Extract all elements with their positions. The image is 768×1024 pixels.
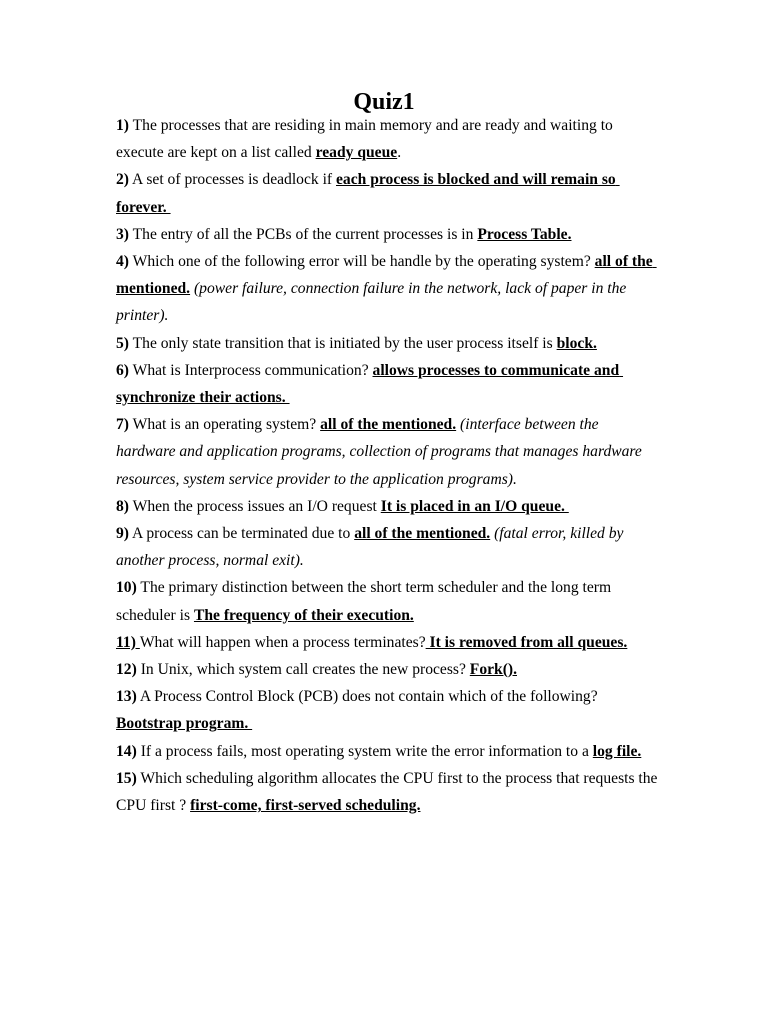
question-number: 9) bbox=[116, 525, 129, 543]
answer-note: (fatal error, killed by another process, normal exit). bbox=[116, 525, 624, 570]
question-text: The processes that are residing in main memory and are ready and waiting to execute are kept on a list called bbox=[116, 117, 613, 162]
question-3 bbox=[116, 221, 661, 248]
question-number: 1) bbox=[116, 117, 129, 134]
answer-text: Fork(). bbox=[469, 661, 517, 679]
question-15 bbox=[116, 765, 661, 819]
answer-text: each process is blocked and will remain so forever. bbox=[116, 171, 620, 216]
question-text: The only state transition that is initiated by the user process itself is bbox=[129, 334, 557, 352]
question-text: A set of processes is deadlock if bbox=[129, 171, 337, 189]
answer-text: all of the mentioned. bbox=[116, 253, 657, 298]
question-1 bbox=[116, 112, 661, 166]
question-text: In Unix, which system call creates the new process? bbox=[136, 661, 470, 679]
question-9 bbox=[116, 520, 661, 574]
question-number: 6) bbox=[116, 361, 129, 379]
answer-text: allows processes to communicate and synchronize their actions. bbox=[116, 361, 624, 407]
question-text: Which scheduling algorithm allocates the CPU first to the process that requests the CPU first ? bbox=[116, 769, 658, 815]
answer-note: (power failure, connection failure in the network, lack of paper in the printer). bbox=[116, 280, 627, 325]
question-text: What is Interprocess communication? bbox=[129, 361, 373, 379]
answer-text: Bootstrap program. bbox=[116, 715, 253, 733]
question-13 bbox=[116, 683, 661, 737]
question-text: The entry of all the PCBs of the current processes is in bbox=[129, 225, 478, 243]
question-number: 3) bbox=[116, 225, 129, 243]
question-number: 13) bbox=[116, 688, 137, 706]
answer-text: Process Table. bbox=[477, 225, 572, 243]
question-number: 4) bbox=[116, 253, 129, 271]
question-2 bbox=[116, 166, 661, 220]
answer-text: It is removed from all queues. bbox=[425, 633, 628, 651]
answer-text: The frequency of their execution. bbox=[193, 606, 414, 624]
answer-text: all of the mentioned. bbox=[320, 416, 457, 434]
answer-text: block. bbox=[556, 334, 597, 352]
question-text: What is an operating system? bbox=[129, 416, 321, 434]
question-number: 8) bbox=[116, 497, 129, 515]
question-7 bbox=[116, 411, 661, 493]
question-number: 12) bbox=[116, 661, 137, 679]
question-text: When the process issues an I/O request bbox=[129, 497, 381, 515]
page-title: Quiz1 bbox=[353, 89, 415, 115]
answer-note: (interface between the hardware and application programs, collection of programs that manages hardware resources, system service provider to the application programs). bbox=[116, 416, 642, 488]
answer-text: It is placed in an I/O queue. bbox=[380, 497, 569, 515]
question-12 bbox=[116, 656, 661, 683]
question-5 bbox=[116, 330, 661, 357]
question-11 bbox=[116, 629, 661, 656]
answer-suffix: . bbox=[397, 144, 402, 162]
answer-text: all of the mentioned. bbox=[354, 525, 491, 543]
question-number: 14) bbox=[116, 742, 137, 760]
answer-text: log file. bbox=[592, 742, 642, 760]
question-number: 10) bbox=[116, 579, 137, 597]
answer-text: first-come, first-served scheduling. bbox=[190, 797, 421, 815]
question-number: 2) bbox=[116, 171, 129, 189]
question-text: What will happen when a process terminates? bbox=[139, 633, 426, 651]
question-text: A process can be terminated due to bbox=[129, 525, 355, 543]
question-text: Which one of the following error will be handle by the operating system? bbox=[129, 253, 595, 271]
question-10 bbox=[116, 574, 661, 628]
question-8 bbox=[116, 493, 661, 520]
question-14 bbox=[116, 738, 661, 765]
question-text: If a process fails, most operating system write the error information to a bbox=[136, 742, 593, 760]
question-list bbox=[116, 112, 661, 819]
question-text: The primary distinction between the short term scheduler and the long term scheduler is bbox=[116, 579, 612, 624]
question-4 bbox=[116, 248, 661, 330]
question-number: 11) bbox=[116, 633, 140, 651]
question-6 bbox=[116, 357, 661, 411]
answer-text: ready queue bbox=[315, 144, 398, 162]
question-number: 7) bbox=[116, 416, 129, 434]
question-number: 15) bbox=[116, 769, 137, 787]
question-text: A Process Control Block (PCB) does not contain which of the following? bbox=[136, 688, 598, 706]
question-number: 5) bbox=[116, 334, 129, 352]
